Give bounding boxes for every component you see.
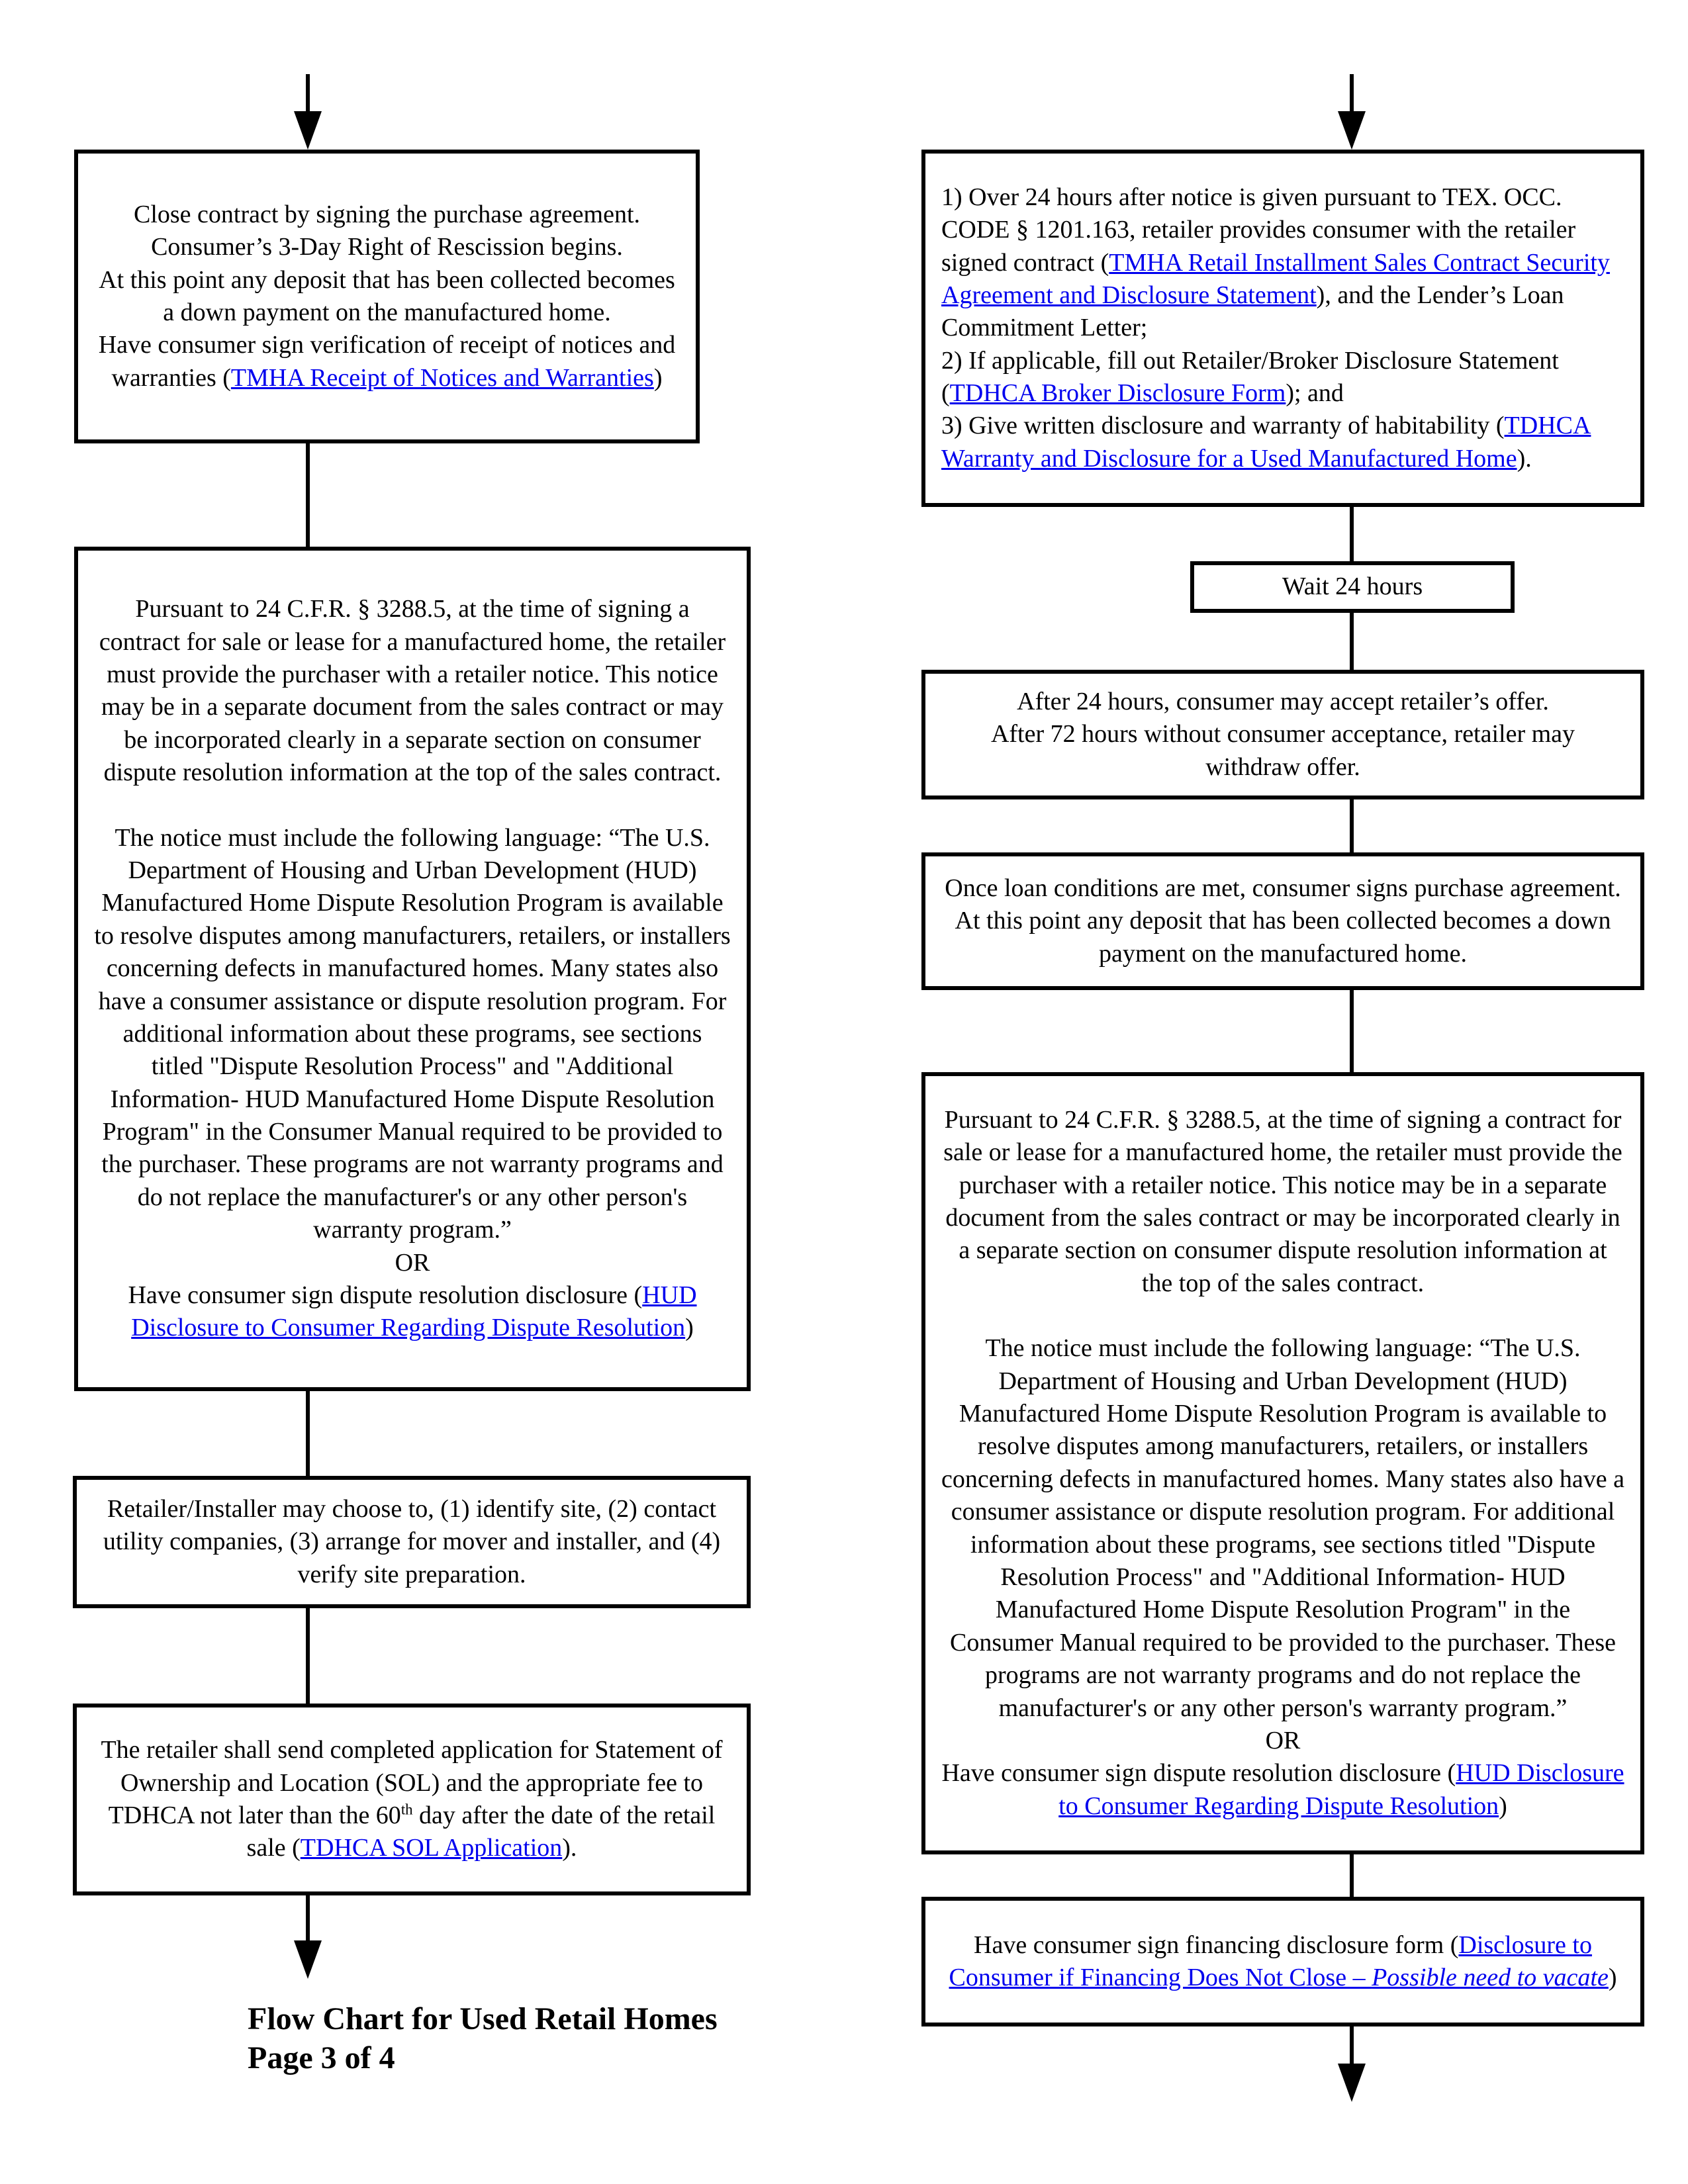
- flow-box-wait-24-hours: [1190, 561, 1515, 613]
- flow-box-retailer-notice-left: [74, 547, 751, 1391]
- link-hud-disclosure-dispute-resolution[interactable]: HUD Disclosure to Consumer Regarding Dispute Resolution: [131, 1281, 697, 1342]
- text-segment: At this point any deposit that has been collected becomes a down payment on the manufactured home.: [99, 265, 675, 326]
- text-segment: Have consumer sign dispute resolution disclosure (: [128, 1281, 643, 1310]
- flow-box-loan-conditions: [921, 852, 1644, 990]
- flow-box-site-preparation: [73, 1476, 751, 1608]
- text-segment: The notice must include the following language: “The U.S. Department of Housing and Urban Development (HUD) Manufactured Home Dispute Resolution Program is available to resolve disputes among manufacturers, retailers, or installers concerning defects in manufactured homes. Many states also have a consumer assistance or dispute resolution program. For additional information about these programs, see sections titled "Dispute Resolution Process" and "Additional Information- HUD Manufactured Home Dispute Resolution Program" in the Consumer Manual required to be provided to the purchaser. These programs are not warranty programs and do not replace the manufacturer's or any other person's warranty program.”: [941, 1334, 1624, 1722]
- link-tmha-retail-installment-sales-contract[interactable]: TMHA Retail Installment Sales Contract Security Agreement and Disclosure Statement: [941, 248, 1610, 309]
- link-financing-disclosure[interactable]: Disclosure to Consumer if Financing Does Not Close –: [949, 1931, 1592, 1991]
- link-tdhca-warranty-used-manufactured-home[interactable]: TDHCA Warranty and Disclosure for a Used Manufactured Home: [941, 412, 1591, 473]
- flow-arrow-shaft: [306, 1895, 310, 1942]
- text-segment: After 72 hours without consumer acceptance, retailer may withdraw offer.: [990, 720, 1575, 781]
- link-hud-disclosure-dispute-resolution-2[interactable]: HUD Disclosure to Consumer Regarding Dispute Resolution: [1058, 1759, 1624, 1820]
- text-segment: Have consumer sign financing disclosure form (: [974, 1931, 1459, 1959]
- text-segment: 2) If applicable, fill out Retailer/Broker Disclosure Statement (: [941, 346, 1559, 408]
- footer-page-number: Page 3 of 4: [248, 2040, 395, 2075]
- flow-connector: [1350, 1854, 1354, 1897]
- text-segment: Once loan conditions are met, consumer signs purchase agreement.: [945, 874, 1621, 902]
- flow-connector: [1350, 990, 1354, 1072]
- arrow-down-head: [294, 1940, 322, 1979]
- link-tmha-receipt-of-notices-and-warranties[interactable]: TMHA Receipt of Notices and Warranties: [230, 363, 654, 392]
- text-segment: Have consumer sign dispute resolution disclosure (: [941, 1759, 1456, 1788]
- flow-connector: [1350, 507, 1354, 561]
- text-segment: Close contract by signing the purchase agreement.: [133, 200, 641, 228]
- text-segment: ); and: [1286, 379, 1344, 408]
- text-segment: Pursuant to 24 C.F.R. § 3288.5, at the time of signing a contract for sale or lease for a manufactured home, the retailer must provide the purchaser with a retailer notice. This notice may be in a separate document from the sales contract or may be incorporated clearly in a separate section on consumer dispute resolution information at the top of the sales contract.: [99, 595, 726, 787]
- text-segment: 1) Over 24 hours after notice is given pursuant to TEX. OCC. CODE § 1201.163, retailer provides consumer with the retailer signed contract (: [941, 183, 1576, 277]
- text-segment: ): [1608, 1964, 1617, 1991]
- text-segment: ).: [562, 1834, 577, 1862]
- footer-title: Flow Chart for Used Retail Homes: [248, 2001, 718, 2036]
- text-segment: day after the date of the retail sale (: [246, 1801, 716, 1862]
- flow-box-retailer-notice-right: [921, 1072, 1644, 1854]
- superscript: th: [400, 1801, 413, 1818]
- flow-connector: [306, 1391, 310, 1476]
- flow-connector: [1350, 613, 1354, 670]
- flow-box-signed-contract-24h: [921, 150, 1644, 507]
- text-segment: Pursuant to 24 C.F.R. § 3288.5, at the time of signing a contract for sale or lease for a manufactured home, the retailer must provide the purchaser with a retailer notice. This notice may be in a separate document from the sales contract or may be incorporated clearly in a separate section on consumer dispute resolution information at the top of the sales contract.: [943, 1105, 1622, 1297]
- flow-box-close-contract: [74, 150, 700, 443]
- arrow-down-head: [294, 111, 322, 150]
- arrow-down-head: [1338, 111, 1366, 150]
- text-segment: ): [1499, 1792, 1507, 1820]
- text-segment: Wait 24 hours: [1282, 572, 1423, 601]
- text-segment: The notice must include the following language: “The U.S. Department of Housing and Urban Development (HUD) Manufactured Home Dispute Resolution Program is available to resolve disputes among manufacturers, retailers, or installers concerning defects in manufactured homes. Many states also have a consumer assistance or dispute resolution program. For additional information about these programs, see sections titled "Dispute Resolution Process" and "Additional Information- HUD Manufactured Home Dispute Resolution Program" in the Consumer Manual required to be provided to the purchaser. These programs are not warranty programs and do not replace the manufacturer's or any other person's warranty program.”: [94, 823, 731, 1244]
- text-segment: ).: [1517, 444, 1532, 473]
- flow-box-accept-offer: [921, 670, 1644, 799]
- text-segment: Retailer/Installer may choose to, (1) identify site, (2) contact utility companies, (3) arrange for mover and installer, and (4) verify site preparation.: [103, 1494, 721, 1588]
- text-segment: ): [685, 1314, 694, 1342]
- flow-arrow-shaft: [1350, 2026, 1354, 2065]
- flow-connector: [1350, 799, 1354, 852]
- text-segment: 3) Give written disclosure and warranty of habitability (: [941, 412, 1505, 440]
- text-segment: OR: [395, 1248, 430, 1277]
- flow-box-financing-disclosure: [921, 1897, 1644, 2026]
- text-segment: The retailer shall send completed application for Statement of Ownership and Location (SOL) and the appropriate fee to TDHCA not later than the 60: [101, 1736, 723, 1829]
- flow-arrow-shaft: [1350, 74, 1354, 113]
- text-segment: ): [653, 363, 663, 392]
- text-segment: Consumer’s 3-Day Right of Rescission begins.: [151, 233, 623, 261]
- arrow-down-head: [1338, 2064, 1366, 2102]
- flow-arrow-shaft: [306, 74, 310, 113]
- flow-connector: [306, 1608, 310, 1704]
- text-segment: Have consumer sign verification of receipt of notices and warranties (: [98, 331, 676, 392]
- page-footer: [248, 2000, 718, 2077]
- text-segment: At this point any deposit that has been collected becomes a down payment on the manufactured home.: [955, 907, 1611, 968]
- text-segment: ), and the Lender’s Loan Commitment Letter;: [941, 281, 1564, 342]
- text-segment: OR: [1265, 1726, 1301, 1754]
- link-tdhca-sol-application[interactable]: TDHCA SOL Application: [300, 1834, 563, 1862]
- flow-box-sol-application: [73, 1704, 751, 1895]
- flow-connector: [306, 443, 310, 547]
- link-financing-disclosure-italic[interactable]: Possible need to vacate: [1372, 1964, 1609, 1991]
- text-segment: After 24 hours, consumer may accept retailer’s offer.: [1017, 687, 1549, 715]
- link-tdhca-broker-disclosure-form[interactable]: TDHCA Broker Disclosure Form: [949, 379, 1286, 408]
